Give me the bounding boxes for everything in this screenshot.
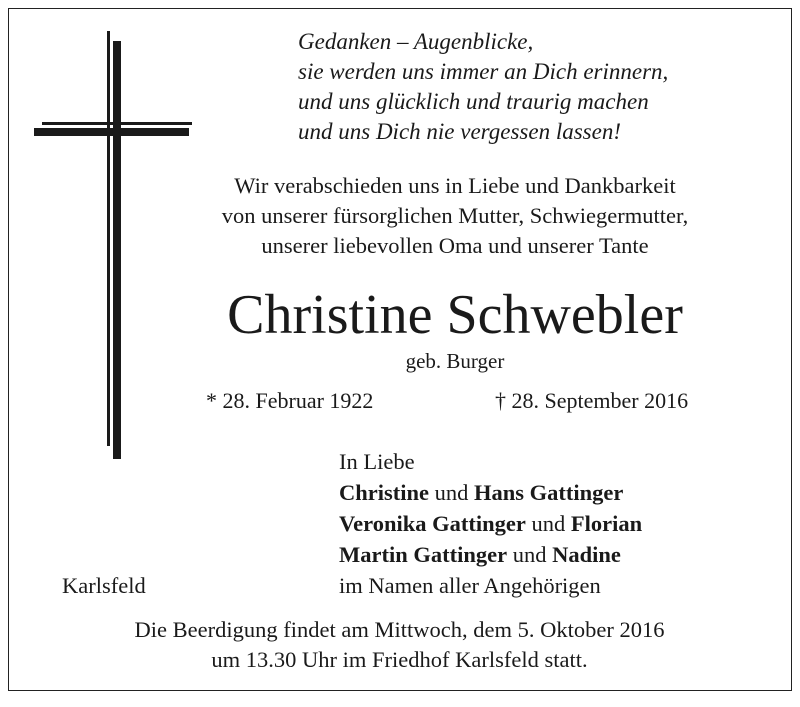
cross-vertical-thin (107, 31, 110, 446)
mourners-closing: im Namen aller Angehörigen (339, 573, 601, 598)
intro-line: von unserer fürsorglichen Mutter, Schwiegermutter, (221, 203, 689, 228)
maiden-name: geb. Burger (405, 349, 505, 373)
funeral-line: Die Beerdigung findet am Mittwoch, dem 5. Oktober 2016 (134, 617, 665, 642)
intro-line: unserer liebevollen Oma und unserer Tante (261, 233, 649, 258)
mourner-name: Martin Gattinger (339, 542, 508, 567)
poem-line: sie werden uns immer an Dich erinnern, (298, 59, 669, 84)
mourner-name: Christine (339, 480, 429, 505)
mourner-line (339, 508, 642, 539)
intro-line: Wir verabschieden uns in Liebe und Dankbarkeit (234, 173, 676, 198)
obituary-notice (8, 8, 792, 691)
funeral-info (9, 615, 790, 675)
cross-horizontal-thick (34, 128, 189, 136)
mourner-line (339, 477, 642, 508)
mourners-list (339, 446, 642, 601)
funeral-line: um 13.30 Uhr im Friedhof Karlsfeld statt. (211, 647, 588, 672)
poem (298, 27, 668, 147)
mourner-name: Veronika Gattinger (339, 511, 526, 536)
cross-horizontal-thin (42, 122, 192, 125)
deceased-name: Christine Schwebler (227, 284, 683, 346)
mourner-line (339, 539, 642, 570)
place-name: Karlsfeld (62, 573, 146, 598)
mourner-name: Hans Gattinger (474, 480, 624, 505)
cross-vertical-thick (113, 41, 121, 459)
mourner-connector: und (525, 511, 571, 536)
intro-text (139, 171, 771, 261)
birth-date: * 28. Februar 1922 (206, 388, 374, 413)
poem-line: Gedanken – Augenblicke, (298, 29, 534, 54)
poem-line: und uns glücklich und traurig machen (298, 89, 649, 114)
mourner-connector: und (507, 542, 553, 567)
mourner-name: Florian (570, 511, 643, 536)
mourners-heading: In Liebe (339, 449, 415, 474)
mourner-connector: und (429, 480, 474, 505)
mourner-name: Nadine (552, 542, 621, 567)
death-date: † 28. September 2016 (495, 388, 689, 413)
poem-line: und uns Dich nie vergessen lassen! (298, 119, 621, 144)
